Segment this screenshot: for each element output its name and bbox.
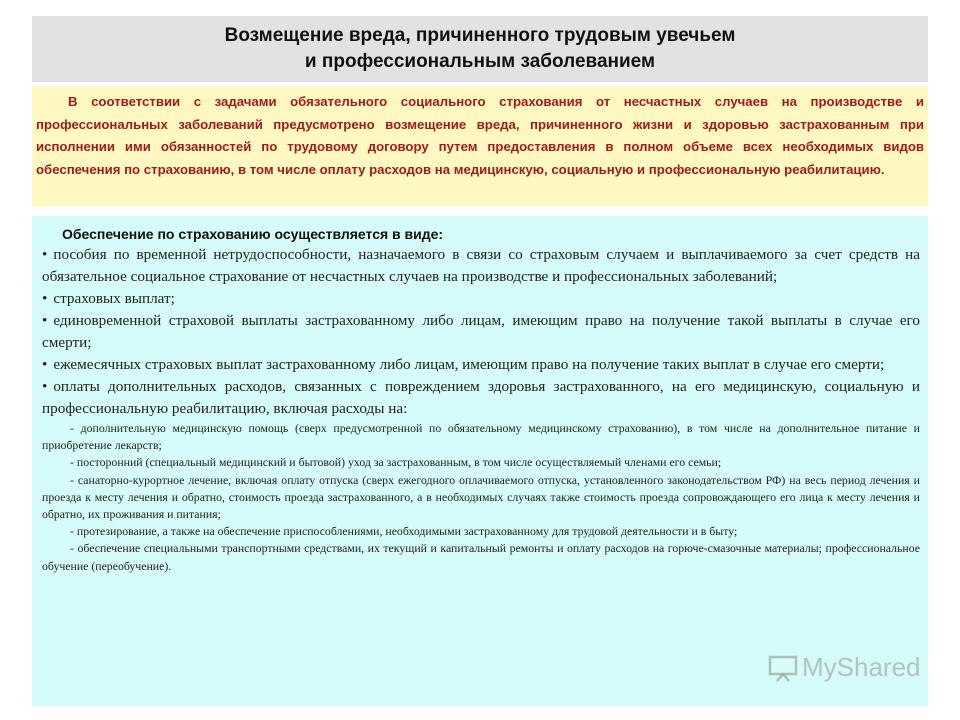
- slide-title-line-2: и профессиональным заболеванием: [304, 51, 656, 72]
- sub-item: - протезирование, а также на обеспечение приспособлениями, необходимыми застрахованному для трудовой деятельности и в быту;: [70, 524, 738, 539]
- sub-item: - дополнительную медицинскую помощь (сверх предусмотренной по обязательному медицинскому страхованию), в том числе на дополнительное питание и приобретение лекарств;: [42, 421, 920, 453]
- bullet-icon: •: [42, 312, 48, 329]
- bullet-item: [42, 288, 920, 310]
- bullet-item: [42, 354, 920, 376]
- sub-item: - обеспечение специальными транспортными средствами, их текущий и капитальный ремонты и оплату расходов на горюче-смазочные материалы; профессиональное обучение (переобучение).: [42, 541, 920, 573]
- bullet-item: [42, 244, 920, 288]
- bullet-icon: •: [42, 290, 48, 307]
- intro-paragraph: В соответствии с задачами обязательного социального страхования от несчастных случаев на производстве и профессиональных заболеваний предусмотрено возмещение вреда, причиненного жизни и здоровью застрахованным при исполнении ими обязанностей по трудовому договору путем предоставления в полном объеме всех необходимых видов обеспечения по страхованию, в том числе оплату расходов на медицинскую, социальную и профессиональную реабилитацию.: [32, 87, 928, 206]
- title-banner: [32, 16, 928, 82]
- bullet-text: пособия по временной нетрудоспособности, назначаемого в связи со страховым случаем и выплачиваемого за счет средств на обязательное социальное страхование от несчастных случаев на производстве и профессиональных заболеваний;: [42, 246, 920, 285]
- slide-title-line-1: Возмещение вреда, причиненного трудовым увечьем: [224, 25, 736, 46]
- watermark-text: MyShared: [802, 652, 921, 682]
- bullet-text: страховых выплат;: [53, 290, 175, 307]
- bullet-item: [42, 310, 920, 354]
- bullet-text: единовременной страховой выплаты застрахованному либо лицам, имеющим право на получение такой выплаты в случае его смерти;: [42, 312, 920, 351]
- bullet-item: [42, 376, 920, 420]
- bullet-icon: •: [42, 356, 48, 373]
- insurance-provisions-panel: [32, 216, 928, 706]
- bullet-text: ежемесячных страховых выплат застрахованному либо лицам, имеющим право на получение таких выплат в случае его смерти;: [53, 356, 885, 373]
- bullet-text: оплаты дополнительных расходов, связанных с повреждением здоровья застрахованного, на его медицинскую, социальную и профессиональную реабилитацию, включая расходы на:: [42, 378, 920, 417]
- bullet-icon: •: [42, 246, 48, 263]
- provisions-heading: Обеспечение по страхованию осуществляется в виде:: [62, 226, 444, 242]
- sub-item: - санаторно-курортное лечение, включая оплату отпуска (сверх ежегодного оплачиваемого отпуска, установленного законодательством РФ) на весь период лечения и проезда к месту лечения и обратно, стоимость проезда застрахованного, а в необходимых случаях также стоимость проезда сопровождающего его лица к месту лечения и обратно, их проживания и питания;: [42, 472, 920, 522]
- sub-item: - посторонний (специальный медицинский и бытовой) уход за застрахованным, в том числе осуществляемый членами его семьи;: [70, 455, 722, 470]
- bullet-icon: •: [42, 378, 48, 395]
